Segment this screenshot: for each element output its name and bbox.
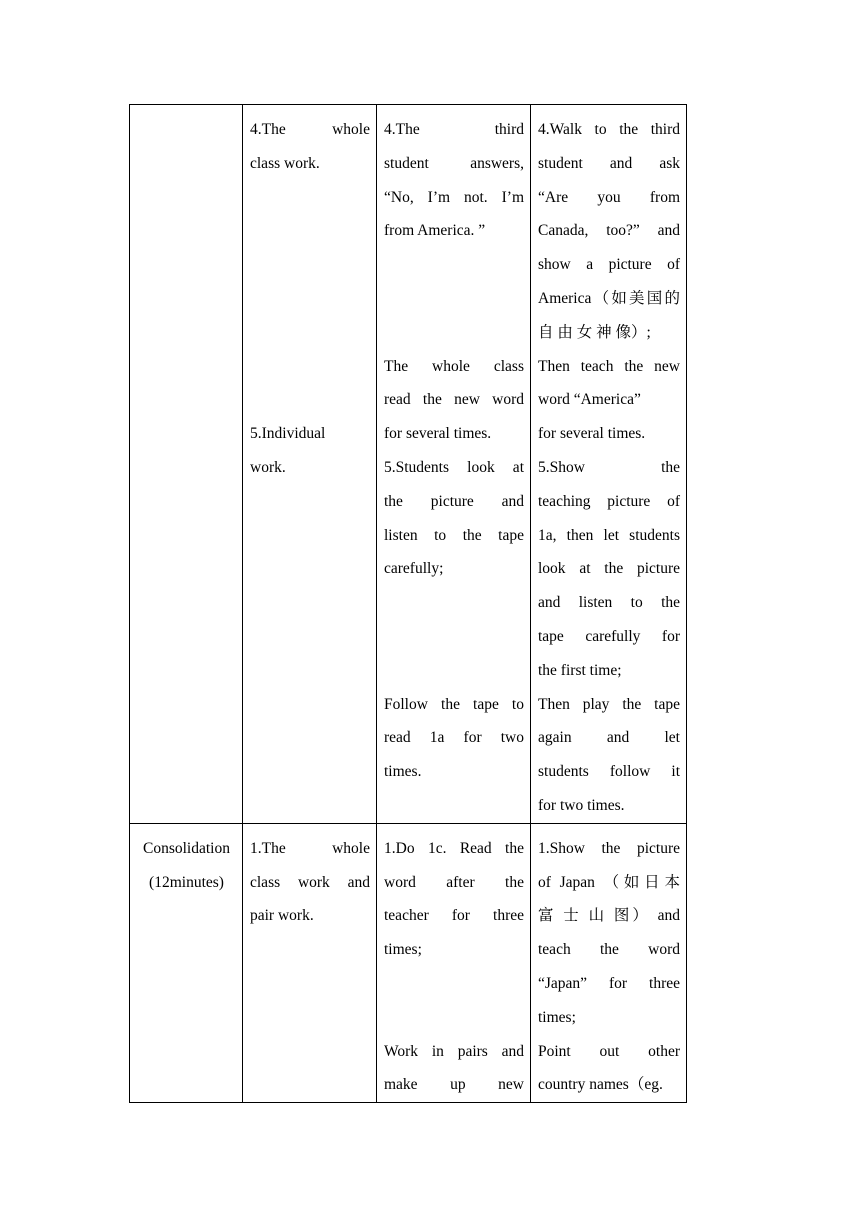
activity-block-5 <box>250 417 370 485</box>
activity-cell <box>243 823 377 1102</box>
cell-line: “Japan” for three <box>538 974 680 992</box>
cell-line: teaching picture of <box>538 492 680 510</box>
cell-line: “No, I’m not. I’m <box>384 188 524 206</box>
student-block-4b <box>384 350 524 451</box>
activity-block-1 <box>250 832 370 933</box>
cell-line: “Are you from <box>538 188 680 206</box>
cell-line: word “America” <box>538 391 641 409</box>
spacer <box>250 181 370 418</box>
cell-line: tape carefully for <box>538 627 680 645</box>
cell-line: work. <box>250 458 286 476</box>
spacer <box>384 586 524 687</box>
cell-line: 自 由 女 神 像）; <box>538 323 651 341</box>
cell-line: 4.The third <box>384 121 524 138</box>
cell-line: read the new word <box>384 391 524 409</box>
cell-line: Canada, too?” and <box>538 222 680 240</box>
stage-cell <box>130 105 243 824</box>
cell-line: for several times. <box>384 425 492 443</box>
teacher-cell <box>531 823 687 1102</box>
student-block-1 <box>384 832 524 967</box>
cell-line: pair work. <box>250 907 314 925</box>
cell-line: the picture and <box>384 492 524 510</box>
cell-line: student and ask <box>538 154 680 172</box>
cell-line: 1a, then let students <box>538 526 680 544</box>
cell-line: Then teach the new <box>538 357 680 375</box>
student-block-5b <box>384 688 524 789</box>
stage-duration: (12minutes) <box>149 873 224 891</box>
teacher-block-4 <box>538 113 680 350</box>
teacher-block-5b <box>538 688 680 823</box>
teacher-block-4b <box>538 350 680 451</box>
student-cell <box>377 105 531 824</box>
cell-line: The whole class <box>384 357 524 375</box>
cell-line: 1.Do 1c. Read the <box>384 839 524 857</box>
stage-cell <box>130 823 243 1102</box>
cell-line: show a picture of <box>538 256 680 274</box>
cell-line: times; <box>538 1008 576 1026</box>
student-block-5 <box>384 451 524 586</box>
student-block-4 <box>384 113 524 248</box>
cell-line: 富 士 山 图） and <box>538 907 680 925</box>
cell-line: Follow the tape to <box>384 695 524 713</box>
cell-line: 1.Show the picture <box>538 839 680 857</box>
student-cell <box>377 823 531 1102</box>
spacer <box>384 967 524 1035</box>
cell-line: 4.The whole <box>250 121 370 138</box>
activity-cell <box>243 105 377 824</box>
teacher-cell <box>531 105 687 824</box>
cell-line: from America. ” <box>384 222 486 240</box>
cell-line: teacher for three <box>384 907 524 925</box>
student-block-1b <box>384 1035 524 1103</box>
activity-block-4 <box>250 113 370 181</box>
cell-line: for two times. <box>538 796 625 814</box>
cell-line: country names（eg. <box>538 1076 663 1094</box>
cell-line: 4.Walk to the third <box>538 121 680 138</box>
teacher-block-5 <box>538 451 680 688</box>
cell-line: 5.Show the <box>538 458 680 476</box>
cell-line: again and let <box>538 729 680 747</box>
spacer <box>384 248 524 349</box>
cell-line: look at the picture <box>538 560 680 578</box>
teacher-block-1 <box>538 832 680 1035</box>
cell-line: Work in pairs and <box>384 1042 524 1060</box>
cell-line: of Japan （如日本 <box>538 873 680 891</box>
cell-line: carefully; <box>384 560 444 578</box>
cell-line: read 1a for two <box>384 729 524 747</box>
cell-line: make up new <box>384 1076 524 1094</box>
teacher-block-1b <box>538 1035 680 1103</box>
cell-line: class work and <box>250 873 370 891</box>
cell-line: teach the word <box>538 941 680 959</box>
cell-line: America（如美国的 <box>538 289 680 307</box>
cell-line: 1.The whole <box>250 839 370 857</box>
cell-line: times; <box>384 941 422 959</box>
lesson-plan-table <box>129 104 687 1103</box>
cell-line: students follow it <box>538 763 680 781</box>
cell-line: class work. <box>250 154 320 172</box>
cell-line: word after the <box>384 873 524 891</box>
cell-line: and listen to the <box>538 594 680 612</box>
cell-line: 5.Students look at <box>384 458 524 476</box>
cell-line: Then play the tape <box>538 695 680 713</box>
cell-line: for several times. <box>538 425 646 443</box>
table-row <box>130 105 687 824</box>
cell-line: 5.Individual <box>250 425 326 443</box>
cell-line: times. <box>384 763 422 781</box>
cell-line: Point out other <box>538 1042 680 1060</box>
cell-line: listen to the tape <box>384 526 524 544</box>
cell-line: the first time; <box>538 661 622 679</box>
table-row <box>130 823 687 1102</box>
cell-line: student answers, <box>384 154 524 172</box>
stage-label: Consolidation <box>143 839 230 857</box>
